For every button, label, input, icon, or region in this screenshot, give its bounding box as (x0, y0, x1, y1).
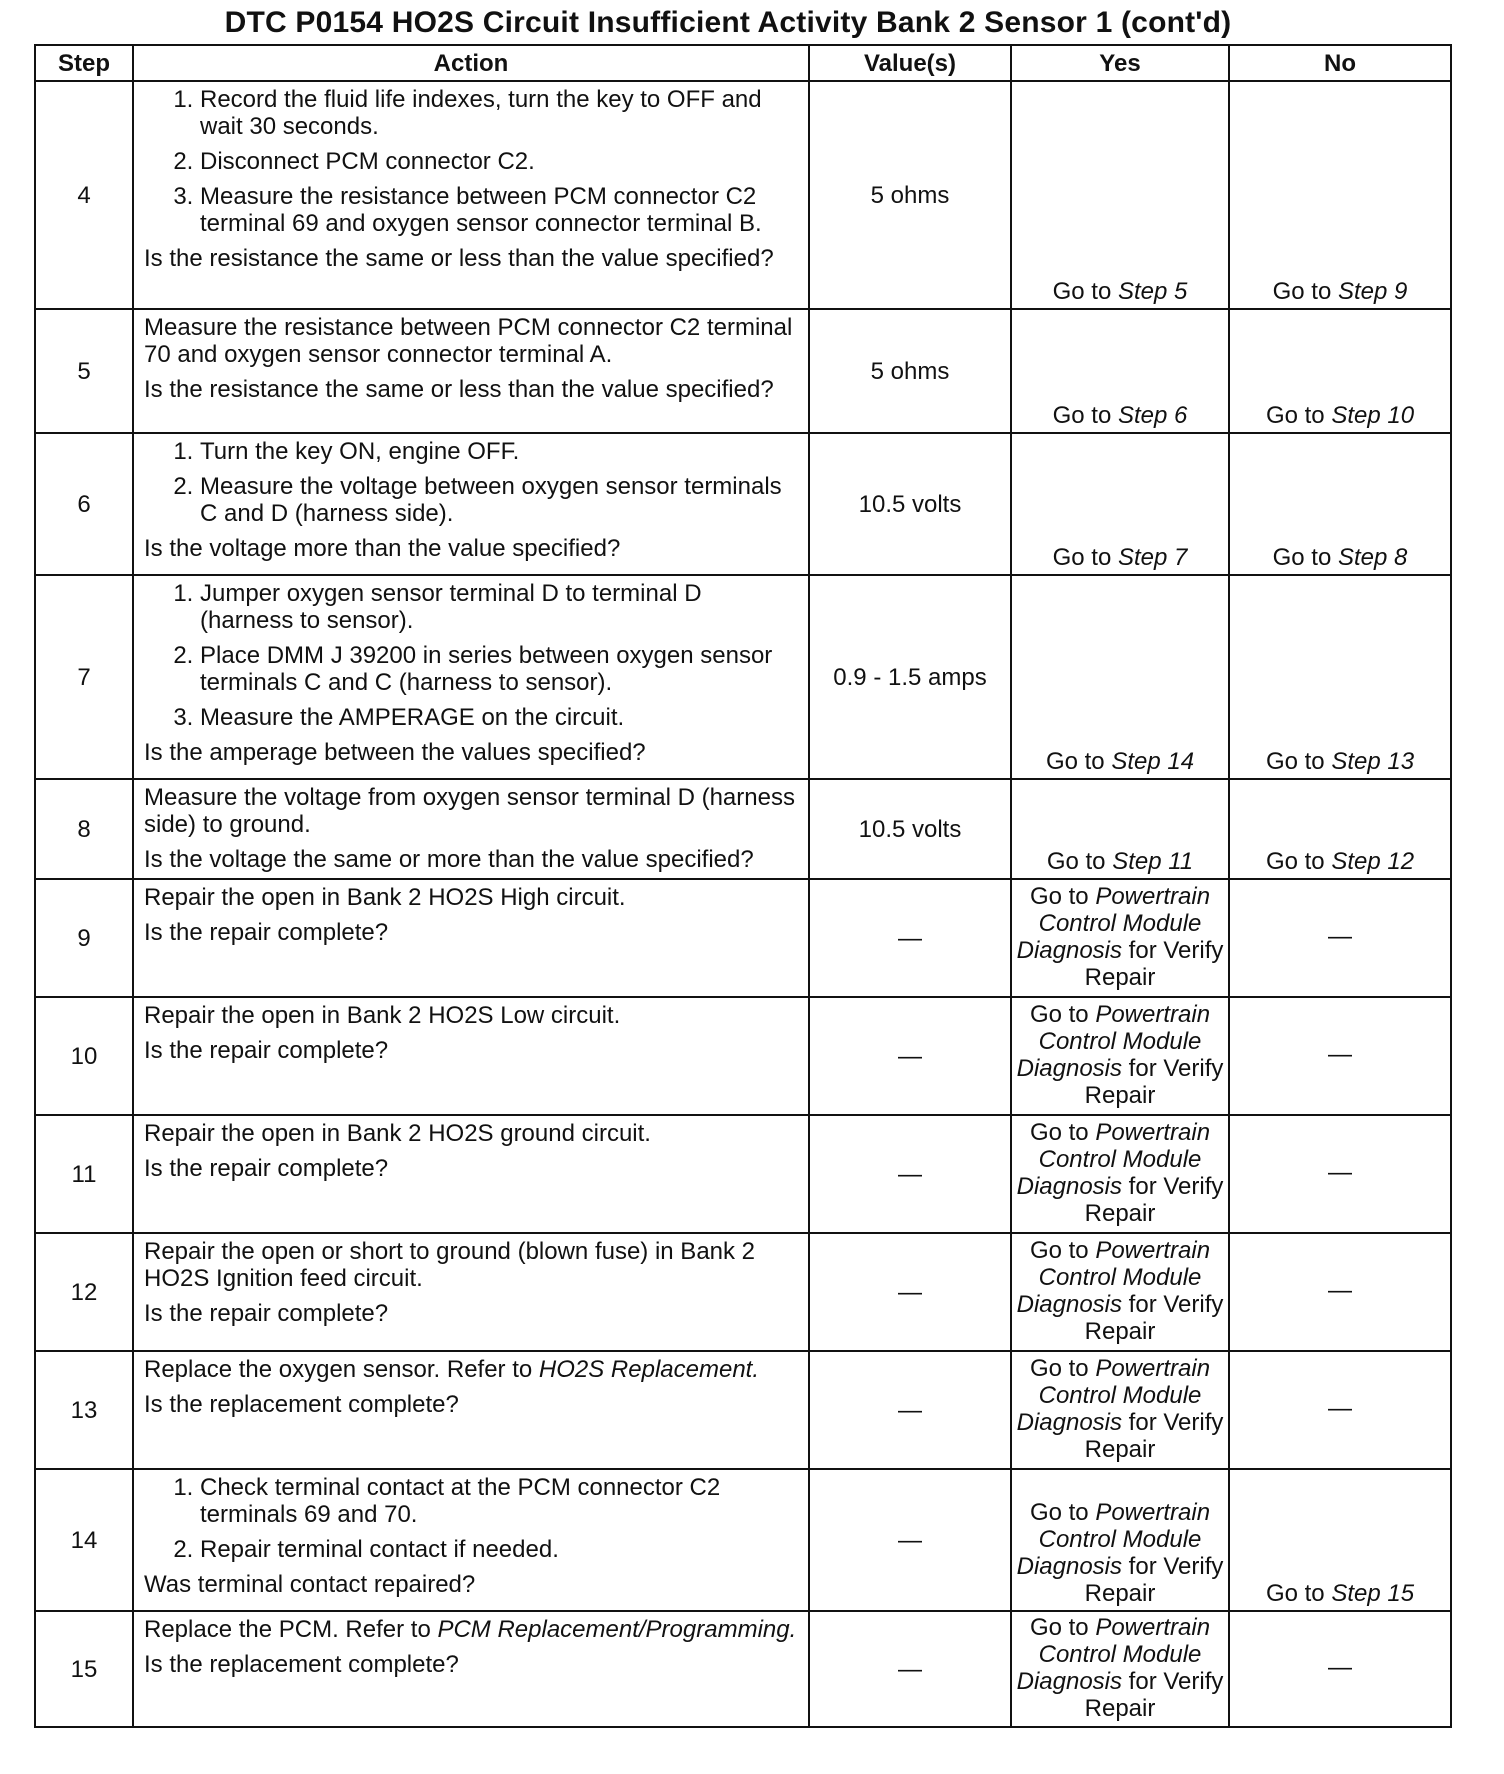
action-cell (133, 309, 809, 433)
step-link[interactable]: Step 12 (1331, 848, 1415, 875)
goto-suffix: for Verify Repair (1084, 1290, 1224, 1345)
action-step: 2. Repair terminal contact if needed. (200, 1536, 800, 1563)
step-link[interactable]: Step 6 (1117, 402, 1188, 429)
action-question: Was terminal contact repaired? (144, 1571, 476, 1598)
table-row (35, 309, 1451, 433)
no-cell (1229, 779, 1451, 879)
goto-prefix: Go to (1029, 1236, 1089, 1264)
step-link[interactable]: Step 8 (1337, 544, 1408, 571)
goto-prefix: Go to (1265, 1580, 1325, 1607)
no-cell: — (1229, 1611, 1451, 1727)
no-cell (1229, 1469, 1451, 1611)
action-step: 1. Record the fluid life indexes, turn the key to OFF and wait 30 seconds. (200, 86, 800, 140)
yes-cell (1011, 575, 1229, 779)
action-text: Repair the open or short to ground (blown fuse) in Bank 2 HO2S Ignition feed circuit. (144, 1238, 756, 1292)
diagnosis-link[interactable]: Powertrain Control Module Diagnosis (1016, 1236, 1211, 1318)
goto-prefix: Go to (1052, 278, 1112, 305)
yes-cell (1011, 779, 1229, 879)
table-row (35, 1233, 1451, 1351)
yes-cell (1011, 81, 1229, 309)
step-number: 8 (35, 779, 133, 879)
action-step: 2. Disconnect PCM connector C2. (200, 148, 800, 175)
step-link[interactable]: Step 5 (1117, 278, 1188, 305)
header-yes: Yes (1011, 45, 1229, 81)
action-cell (133, 1115, 809, 1233)
goto-suffix: for Verify Repair (1084, 1553, 1224, 1607)
goto-prefix: Go to (1265, 402, 1325, 429)
action-cell (133, 433, 809, 575)
goto-prefix: Go to (1029, 1354, 1089, 1382)
yes-cell (1011, 1115, 1229, 1233)
procedure-link[interactable]: HO2S Replacement. (538, 1356, 760, 1383)
table-row (35, 1351, 1451, 1469)
step-number: 14 (35, 1469, 133, 1611)
action-text: Repair the open in Bank 2 HO2S Low circuit. (144, 1002, 621, 1029)
value-cell: — (809, 997, 1011, 1115)
goto-prefix: Go to (1029, 1118, 1089, 1146)
action-question: Is the resistance the same or less than the value specified? (144, 376, 774, 403)
yes-cell (1011, 997, 1229, 1115)
goto-prefix: Go to (1029, 1499, 1089, 1526)
goto-prefix: Go to (1046, 848, 1106, 875)
goto-suffix: for Verify Repair (1084, 1172, 1224, 1227)
goto-prefix: Go to (1029, 1000, 1089, 1028)
step-link[interactable]: Step 15 (1331, 1580, 1415, 1607)
action-step: 1. Turn the key ON, engine OFF. (200, 438, 800, 465)
no-cell (1229, 309, 1451, 433)
no-cell: — (1229, 1351, 1451, 1469)
diagnosis-link[interactable]: Powertrain Control Module Diagnosis (1016, 1499, 1211, 1580)
yes-cell (1011, 1351, 1229, 1469)
diagnosis-link[interactable]: Powertrain Control Module Diagnosis (1016, 882, 1211, 964)
goto-prefix: Go to (1272, 544, 1332, 571)
table-row (35, 779, 1451, 879)
action-question: Is the repair complete? (144, 1037, 389, 1064)
goto-suffix: for Verify Repair (1084, 1667, 1224, 1722)
action-text (144, 1616, 800, 1643)
no-cell: — (1229, 1115, 1451, 1233)
yes-cell (1011, 1233, 1229, 1351)
header-values: Value(s) (809, 45, 1011, 81)
action-question: Is the repair complete? (144, 919, 389, 946)
action-cell (133, 81, 809, 309)
yes-cell (1011, 1469, 1229, 1611)
action-cell (133, 779, 809, 879)
action-step: 1. Check terminal contact at the PCM connector C2 terminals 69 and 70. (200, 1474, 800, 1528)
action-question: Is the amperage between the values specified? (144, 739, 646, 766)
header-action: Action (133, 45, 809, 81)
action-cell (133, 1233, 809, 1351)
action-step: 3. Measure the resistance between PCM connector C2 terminal 69 and oxygen sensor connector terminal B. (200, 183, 800, 237)
action-text: Repair the open in Bank 2 HO2S High circuit. (144, 884, 626, 911)
yes-cell (1011, 1611, 1229, 1727)
table-row (35, 879, 1451, 997)
table-header-row (35, 45, 1451, 81)
action-question: Is the replacement complete? (144, 1391, 459, 1418)
table-row (35, 575, 1451, 779)
value-cell: 10.5 volts (809, 779, 1011, 879)
goto-prefix: Go to (1045, 748, 1105, 775)
action-text (144, 1356, 800, 1383)
step-number: 15 (35, 1611, 133, 1727)
step-link[interactable]: Step 13 (1331, 748, 1415, 775)
step-number: 6 (35, 433, 133, 575)
goto-suffix: for Verify Repair (1084, 1408, 1224, 1463)
yes-cell (1011, 433, 1229, 575)
action-text-main: Replace the PCM. Refer to (144, 1616, 431, 1643)
diagnostic-table (34, 44, 1452, 1728)
step-number: 11 (35, 1115, 133, 1233)
action-step: 1. Jumper oxygen sensor terminal D to terminal D (harness to sensor). (200, 580, 800, 634)
table-row (35, 1611, 1451, 1727)
no-cell: — (1229, 1233, 1451, 1351)
table-row (35, 433, 1451, 575)
goto-prefix: Go to (1052, 544, 1112, 571)
goto-prefix: Go to (1052, 402, 1112, 429)
action-question: Is the resistance the same or less than the value specified? (144, 245, 774, 272)
action-question: Is the repair complete? (144, 1300, 389, 1327)
goto-prefix: Go to (1029, 1613, 1089, 1641)
step-link[interactable]: Step 10 (1331, 402, 1415, 429)
value-cell: — (809, 1611, 1011, 1727)
action-step: 3. Measure the AMPERAGE on the circuit. (200, 704, 800, 731)
step-number: 7 (35, 575, 133, 779)
action-cell (133, 997, 809, 1115)
diagnosis-link[interactable]: Powertrain Control Module Diagnosis (1016, 1000, 1211, 1082)
value-cell: 5 ohms (809, 81, 1011, 309)
page-title: DTC P0154 HO2S Circuit Insufficient Activity Bank 2 Sensor 1 (cont'd) (224, 6, 1232, 39)
step-number: 13 (35, 1351, 133, 1469)
no-cell (1229, 433, 1451, 575)
table-row (35, 81, 1451, 309)
header-step: Step (35, 45, 133, 81)
action-text: Measure the resistance between PCM connector C2 terminal 70 and oxygen sensor connector terminal A. (144, 314, 793, 368)
no-cell: — (1229, 997, 1451, 1115)
value-cell: — (809, 1115, 1011, 1233)
action-text-main: Replace the oxygen sensor. Refer to (144, 1356, 533, 1383)
action-step: 2. Place DMM J 39200 in series between oxygen sensor terminals C and C (harness to sensor). (200, 642, 800, 696)
value-cell: 10.5 volts (809, 433, 1011, 575)
action-cell (133, 575, 809, 779)
step-link[interactable]: Step 9 (1337, 278, 1408, 305)
action-cell (133, 1351, 809, 1469)
value-cell: — (809, 1351, 1011, 1469)
goto-prefix: Go to (1265, 748, 1325, 775)
goto-suffix: for Verify Repair (1084, 1054, 1224, 1109)
step-number: 4 (35, 81, 133, 309)
diagnosis-link[interactable]: Powertrain Control Module Diagnosis (1016, 1354, 1211, 1436)
goto-suffix: for Verify Repair (1084, 936, 1224, 991)
action-cell (133, 879, 809, 997)
action-question: Is the voltage more than the value specified? (144, 535, 621, 562)
action-question: Is the voltage the same or more than the value specified? (144, 846, 754, 873)
action-question: Is the replacement complete? (144, 1651, 459, 1678)
goto-prefix: Go to (1029, 882, 1089, 910)
step-number: 9 (35, 879, 133, 997)
action-question: Is the repair complete? (144, 1155, 389, 1182)
yes-cell (1011, 309, 1229, 433)
table-row (35, 997, 1451, 1115)
no-cell (1229, 81, 1451, 309)
goto-prefix: Go to (1272, 278, 1332, 305)
action-step: 2. Measure the voltage between oxygen sensor terminals C and D (harness side). (200, 473, 800, 527)
step-number: 5 (35, 309, 133, 433)
diagnosis-link[interactable]: Powertrain Control Module Diagnosis (1016, 1118, 1211, 1200)
value-cell: 0.9 - 1.5 amps (809, 575, 1011, 779)
action-cell (133, 1469, 809, 1611)
header-no: No (1229, 45, 1451, 81)
goto-prefix: Go to (1265, 848, 1325, 875)
action-text: Measure the voltage from oxygen sensor terminal D (harness side) to ground. (144, 784, 795, 838)
table-row (35, 1469, 1451, 1611)
diagnosis-link[interactable]: Powertrain Control Module Diagnosis (1016, 1613, 1211, 1695)
step-link[interactable]: Step 14 (1111, 748, 1195, 775)
step-link[interactable]: Step 11 (1112, 848, 1194, 875)
action-text: Repair the open in Bank 2 HO2S ground circuit. (144, 1120, 651, 1147)
value-cell: — (809, 1469, 1011, 1611)
no-cell: — (1229, 879, 1451, 997)
yes-cell (1011, 879, 1229, 997)
procedure-link[interactable]: PCM Replacement/Programming. (437, 1616, 797, 1643)
step-number: 10 (35, 997, 133, 1115)
value-cell: — (809, 879, 1011, 997)
value-cell: 5 ohms (809, 309, 1011, 433)
action-cell (133, 1611, 809, 1727)
no-cell (1229, 575, 1451, 779)
table-row (35, 1115, 1451, 1233)
value-cell: — (809, 1233, 1011, 1351)
step-link[interactable]: Step 7 (1117, 544, 1188, 571)
step-number: 12 (35, 1233, 133, 1351)
